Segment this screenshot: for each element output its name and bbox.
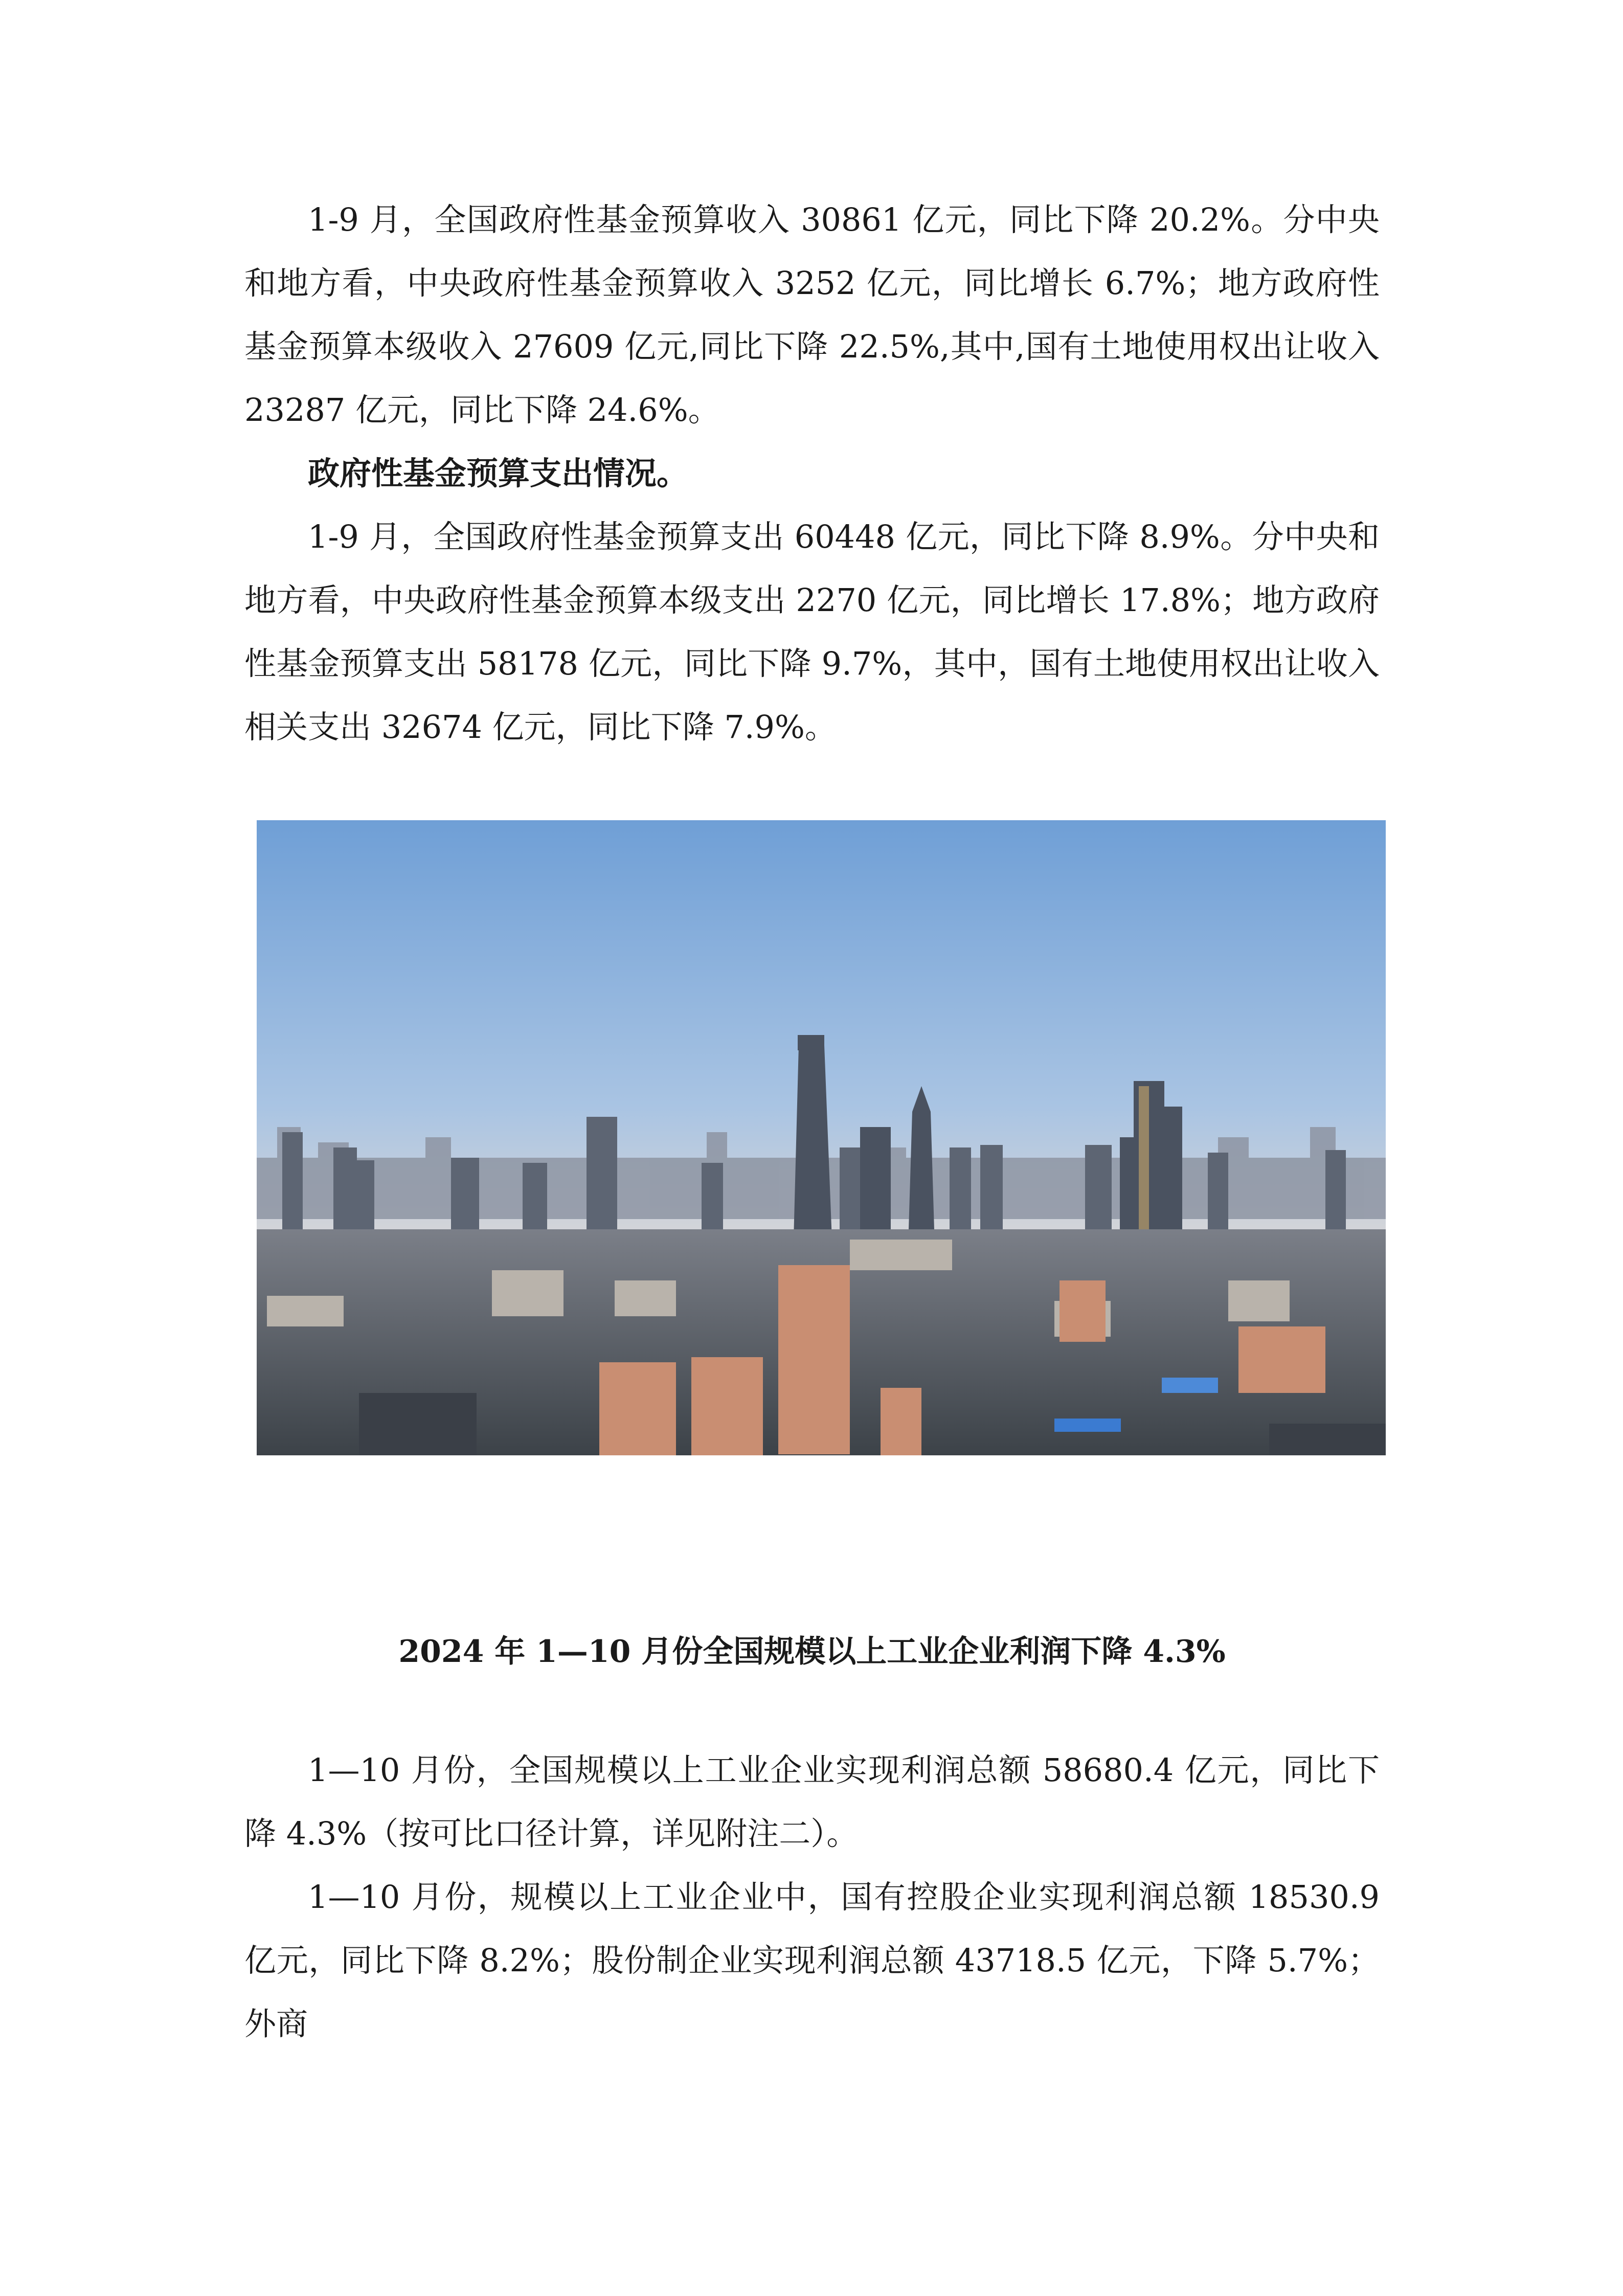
heading-fund-expenditure: 政府性基金预算支出情况。 [308, 455, 689, 492]
paragraph-fund-expenditure: 1-9 月，全国政府性基金预算支出 60448 亿元，同比下降 8.9%。分中央和地方看，中央政府性基金预算本级支出 2270 亿元，同比增长 17.8%；地方政府性基金预算支出 58178 亿元，同比下降 9.7%，其中，国有土地使用权出让收入相关支出 32674 亿元，同比下降 7.9%。 [244, 518, 1380, 746]
paragraph-profit-total: 1—10 月份，全国规模以上工业企业实现利润总额 58680.4 亿元，同比下降 4.3%（按可比口径计算，详见附注二）。 [244, 1751, 1380, 1852]
city-skyline-photo [257, 820, 1386, 1455]
article-title: 2024 年 1—10 月份全国规模以上工业企业利润下降 4.3% [398, 1634, 1226, 1670]
paragraph-profit-by-ownership: 1—10 月份，规模以上工业企业中，国有控股企业实现利润总额 18530.9 亿元，同比下降 8.2%；股份制企业实现利润总额 43718.5 亿元，下降 5.7%；外商 [244, 1878, 1380, 2042]
paragraph-fund-revenue: 1-9 月，全国政府性基金预算收入 30861 亿元，同比下降 20.2%。分中央和地方看，中央政府性基金预算收入 3252 亿元，同比增长 6.7%；地方政府性基金预算本级收入 27609 亿元,同比下降 22.5%,其中,国有土地使用权出让收入 23287 亿元，同比下降 24.6%。 [244, 201, 1380, 429]
